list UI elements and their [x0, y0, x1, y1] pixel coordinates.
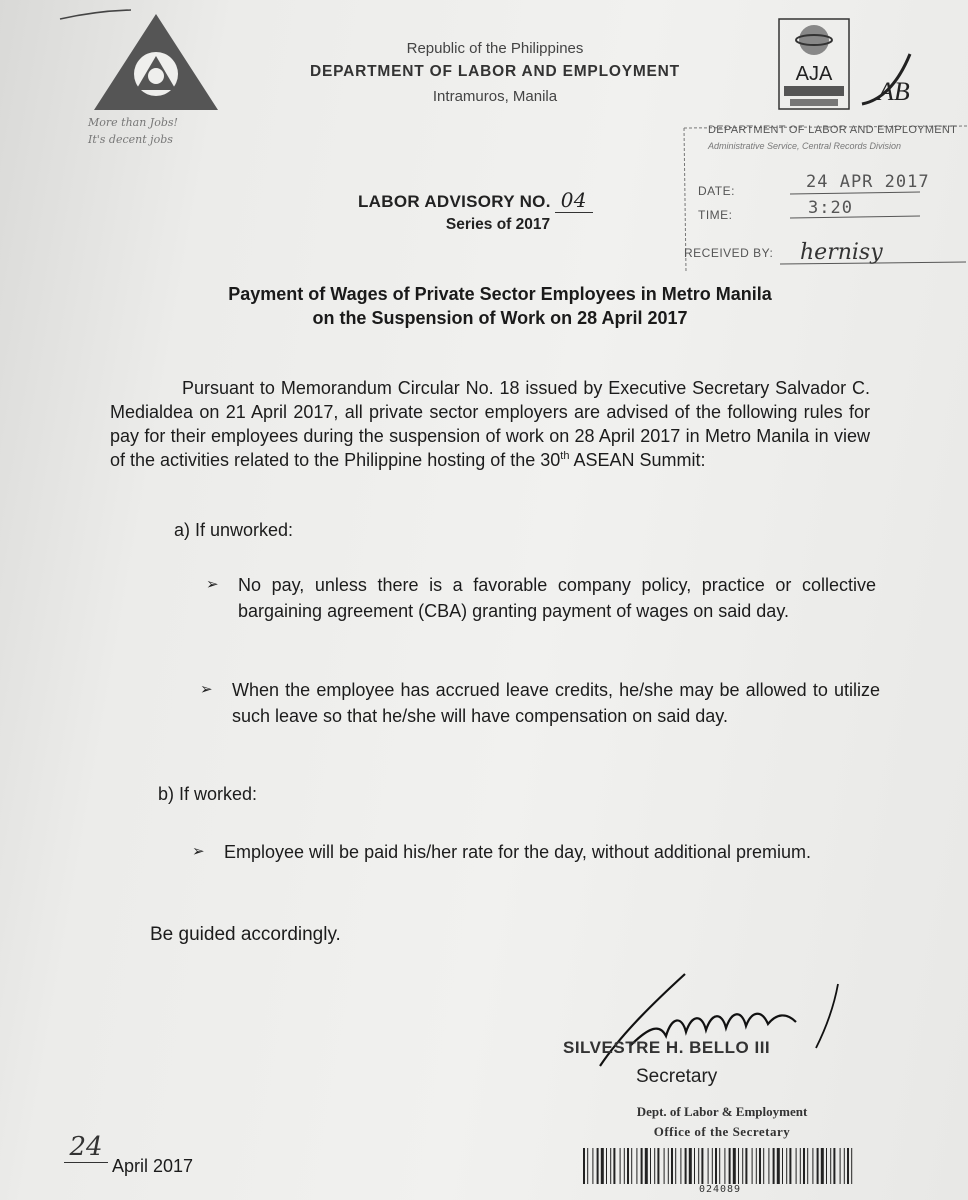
barcode-bar	[752, 1148, 753, 1184]
barcode-bar	[685, 1148, 687, 1184]
barcode-bar	[689, 1148, 692, 1184]
office-stamp-line-1: Dept. of Labor & Employment	[636, 1104, 808, 1119]
barcode-bar	[768, 1148, 769, 1184]
barcode-bar	[587, 1148, 588, 1184]
barcode-bar	[756, 1148, 757, 1184]
barcode-bar	[729, 1148, 731, 1184]
motto-line-2: It's decent jobs	[88, 133, 173, 146]
barcode-bar	[796, 1148, 797, 1184]
barcode-bar	[606, 1148, 607, 1184]
barcode-bar	[601, 1148, 604, 1184]
barcode-bar	[817, 1148, 819, 1184]
barcode-bar	[610, 1148, 611, 1184]
signatory-name: SILVESTRE H. BELLO III	[563, 1038, 771, 1057]
barcode-bar	[627, 1148, 629, 1184]
barcode-bar	[668, 1148, 669, 1184]
barcode-bar	[698, 1148, 699, 1184]
barcode-bar	[830, 1148, 831, 1184]
arrow-bullet-icon: ➢	[192, 843, 205, 860]
barcode-bar	[763, 1148, 764, 1184]
barcode-bar	[844, 1148, 845, 1184]
section-a-heading: a) If unworked:	[174, 520, 294, 540]
department-heading: DEPARTMENT OF LABOR AND EMPLOYMENT	[310, 63, 680, 80]
date-month-year: April 2017	[112, 1156, 194, 1176]
stamp-time-value: 3:20	[808, 198, 853, 218]
barcode-bar	[631, 1148, 632, 1184]
section-b-bullet-1: Employee will be paid his/her rate for the day, without additional premium.	[224, 842, 811, 862]
section-b-heading: b) If worked:	[158, 784, 258, 804]
barcode-bar	[733, 1148, 736, 1184]
barcode-bar	[675, 1148, 676, 1184]
barcode-bar	[636, 1148, 637, 1184]
signature-scribble	[590, 966, 860, 1076]
intro-text-end: ASEAN Summit:	[569, 450, 706, 470]
intro-text: Pursuant to Memorandum Circular No. 18 issued by Executive Secretary Salvador C. Medialdea on 21 April 2017, all private sector employers are advised of the following rules for pay for their employees during the suspension of work on 28 April 2017 in Metro Manila in view of the activities related to the Philippine hosting of the 30	[110, 378, 870, 470]
barcode-bar	[624, 1148, 625, 1184]
barcode-bar	[620, 1148, 621, 1184]
barcode-bar	[812, 1148, 813, 1184]
barcode-bar	[701, 1148, 703, 1184]
stamp-division: Administrative Service, Central Records Division	[708, 141, 902, 151]
section-a-bullet-1: No pay, unless there is a favorable company policy, practice or collective bargaining agreement (CBA) granting payment of wages on said day.	[238, 575, 876, 621]
arrow-bullet-icon: ➢	[200, 681, 213, 698]
barcode-bar	[833, 1148, 835, 1184]
barcode-bar	[724, 1148, 725, 1184]
pab-logo-text: AB	[878, 77, 910, 106]
barcode-bar	[680, 1148, 681, 1184]
office-stamp-line-2: Office of the Secretary	[653, 1124, 791, 1139]
barcode-bar	[654, 1148, 655, 1184]
arrow-bullet-icon: ➢	[206, 576, 219, 593]
barcode-bar	[803, 1148, 805, 1184]
barcode-bar	[847, 1148, 849, 1184]
republic-heading: Republic of the Philippines	[406, 40, 584, 57]
barcode-bar	[807, 1148, 808, 1184]
stamp-date-label: DATE:	[698, 184, 735, 198]
barcode-bar	[657, 1148, 659, 1184]
motto-line-1: More than Jobs!	[88, 116, 178, 129]
closing-line: Be guided accordingly.	[150, 924, 341, 945]
barcode-bar	[742, 1148, 743, 1184]
document-title	[120, 282, 880, 330]
barcode-bar	[759, 1148, 761, 1184]
barcode-bar	[592, 1148, 593, 1184]
dole-triangle-logo-icon	[92, 12, 220, 112]
aja-logo-text: AJA	[795, 63, 833, 85]
stamp-department: DEPARTMENT OF LABOR AND EMPLOYMENT	[708, 124, 958, 136]
stamp-received-by-label: RECEIVED BY:	[684, 246, 774, 260]
barcode-bar	[800, 1148, 801, 1184]
barcode-bar	[777, 1148, 780, 1184]
barcode-bar	[786, 1148, 787, 1184]
stamp-received-by-signature: hernisy	[800, 240, 883, 265]
barcode-bar	[719, 1148, 720, 1184]
advisory-series: Series of 2017	[445, 216, 551, 233]
signatory-title: Secretary	[636, 1066, 718, 1087]
barcode-bar	[712, 1148, 713, 1184]
barcode-bar	[583, 1148, 585, 1184]
barcode-bar	[715, 1148, 717, 1184]
advisory-label: LABOR ADVISORY NO.	[358, 192, 551, 211]
advisory-heading	[358, 188, 593, 213]
motto	[88, 114, 178, 148]
barcode-number: 024089	[698, 1184, 742, 1195]
barcode-bar	[650, 1148, 651, 1184]
barcode-bar	[745, 1148, 747, 1184]
barcode-bar	[826, 1148, 827, 1184]
barcode-bar	[738, 1148, 739, 1184]
barcode-bar	[782, 1148, 783, 1184]
advisory-number: 04	[555, 188, 593, 213]
stamp-date-value: 24 APR 2017	[806, 172, 930, 192]
barcode-bar	[671, 1148, 673, 1184]
barcode-bar	[821, 1148, 824, 1184]
stamp-time-label: TIME:	[698, 208, 733, 222]
title-line-1: Payment of Wages of Private Sector Employees in Metro Manila	[228, 284, 772, 304]
pab-accreditation-logo-icon	[852, 50, 932, 106]
barcode-bar	[597, 1148, 599, 1184]
aja-certification-logo-icon	[778, 18, 850, 110]
barcode-bar	[789, 1148, 791, 1184]
department-address: Intramuros, Manila	[432, 88, 558, 105]
barcode-bar	[851, 1148, 852, 1184]
barcode-bar	[641, 1148, 643, 1184]
barcode-bar	[694, 1148, 695, 1184]
barcode-bar	[613, 1148, 615, 1184]
barcode-bar	[645, 1148, 648, 1184]
barcode-icon	[583, 1148, 857, 1184]
barcode-bar	[840, 1148, 841, 1184]
date-day-handwritten: 24	[64, 1132, 108, 1163]
intro-superscript: th	[560, 450, 570, 462]
section-a-bullet-2: When the employee has accrued leave credits, he/she may be allowed to utilize such leave so that he/she will have compensation on said day.	[232, 680, 880, 726]
barcode-bar	[708, 1148, 709, 1184]
barcode-bar	[773, 1148, 775, 1184]
title-line-2: on the Suspension of Work on 28 April 2017	[312, 308, 688, 328]
intro-paragraph	[110, 376, 870, 472]
barcode-bar	[664, 1148, 665, 1184]
